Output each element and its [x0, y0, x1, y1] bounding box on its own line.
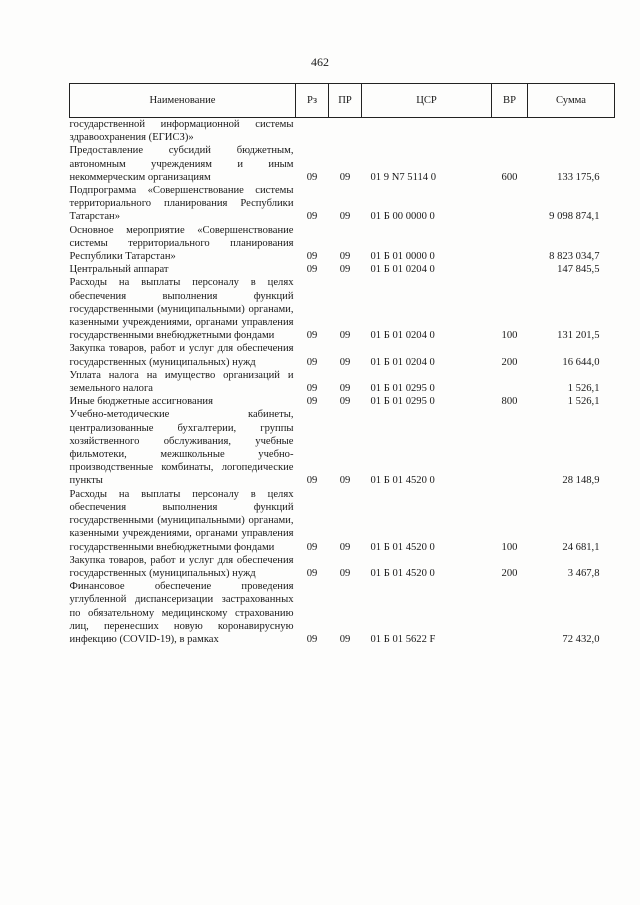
cell-pr: 09 [339, 211, 351, 223]
cell-pr: 09 [339, 541, 351, 553]
cell-csr: 01 Б 01 0204 0 [370, 356, 435, 368]
cell-rz: 09 [306, 356, 318, 368]
table-header [70, 84, 615, 118]
cell-rz: 09 [306, 475, 318, 487]
cell-csr: 01 Б 01 4520 0 [370, 567, 435, 579]
cell-name: государственной информационной системы здравоохранения (ЕГИСЗ)» [69, 119, 294, 144]
cell-vr [492, 224, 528, 264]
cell-vr: 200 [501, 356, 518, 368]
cell-sum: 24 681,1 [562, 541, 600, 553]
cell-pr: 09 [339, 264, 351, 276]
cell-sum [528, 118, 615, 145]
cell-csr: 01 Б 01 5622 F [370, 633, 436, 645]
cell-sum: 1 526,1 [567, 383, 600, 395]
cell-rz: 09 [306, 633, 318, 645]
header-name: Наименование [70, 84, 296, 118]
cell-pr [329, 118, 362, 145]
cell-name: Финансовое обеспечение проведения углубленной диспансеризации застрахованных по обязательному медицинскому страхованию лиц, перенесших новую коронавирусную инфекцию (COVID-19), в рамках [69, 581, 294, 645]
table-body [70, 118, 615, 647]
cell-name: Уплата налога на имущество организаций и земельного налога [69, 369, 294, 395]
header-csr: ЦСР [362, 84, 492, 118]
cell-name: Расходы на выплаты персоналу в целях обеспечения выполнения функций государственными (муниципальными) органами, казенными учреждениями, органами управления государственными внебюджетными фондами [69, 277, 294, 342]
cell-vr [492, 580, 528, 646]
cell-csr: 01 Б 01 0000 0 [370, 251, 435, 263]
cell-pr: 09 [339, 330, 351, 342]
cell-rz: 09 [306, 211, 318, 223]
cell-vr [492, 408, 528, 487]
cell-rz: 09 [306, 330, 318, 342]
cell-name: Подпрограмма «Совершенствование системы территориального планирования Республики Татарстан» [69, 185, 294, 223]
header-pr: ПР [329, 84, 362, 118]
cell-name: Учебно-методические кабинеты, централизованные бухгалтерии, группы хозяйственного обслуживания, учебные фильмотеки, межшкольные учебно-производственные комбинаты, логопедические пункты [69, 409, 294, 487]
table-row [70, 554, 615, 580]
cell-pr: 09 [339, 396, 351, 408]
cell-rz [296, 118, 329, 145]
cell-pr: 09 [339, 633, 351, 645]
cell-vr [492, 369, 528, 395]
cell-pr: 09 [339, 356, 351, 368]
cell-sum: 1 526,1 [567, 396, 600, 408]
table-row [70, 342, 615, 368]
header-row [70, 84, 615, 118]
cell-sum: 72 432,0 [562, 633, 600, 645]
header-rz: Рз [296, 84, 329, 118]
cell-sum: 147 845,5 [557, 264, 600, 276]
cell-csr [362, 118, 492, 145]
table-row [70, 580, 615, 646]
cell-name: Закупка товаров, работ и услуг для обеспечения государственных (муниципальных) нужд [69, 554, 294, 579]
header-sum: Сумма [528, 84, 615, 118]
cell-vr [492, 118, 528, 145]
table-row [70, 276, 615, 342]
cell-vr: 600 [501, 171, 518, 183]
cell-vr: 800 [501, 396, 518, 408]
cell-csr: 01 Б 01 0204 0 [370, 264, 435, 276]
cell-pr: 09 [339, 567, 351, 579]
cell-sum: 133 175,6 [557, 171, 600, 183]
cell-sum: 16 644,0 [562, 356, 600, 368]
cell-pr: 09 [339, 251, 351, 263]
table-row [70, 118, 615, 145]
header-vr: ВР [492, 84, 528, 118]
cell-pr: 09 [339, 475, 351, 487]
cell-sum: 8 823 034,7 [549, 251, 600, 263]
cell-rz: 09 [306, 264, 318, 276]
table-row [70, 224, 615, 264]
page-number: 462 [311, 55, 329, 69]
table-row [70, 184, 615, 224]
cell-sum: 3 467,8 [567, 567, 600, 579]
cell-name: Центральный аппарат [69, 264, 169, 276]
table-row [70, 263, 615, 276]
cell-csr: 01 Б 01 4520 0 [370, 475, 435, 487]
cell-name: Предоставление субсидий бюджетным, автономным учреждениям и иным некоммерческим организациям [69, 145, 294, 183]
table-row [70, 395, 615, 408]
cell-name: Расходы на выплаты персоналу в целях обеспечения выполнения функций государственными (муниципальными) органами, казенными учреждениями, органами управления государственными внебюджетными фондами [69, 488, 294, 553]
cell-csr: 01 9 N7 5114 0 [370, 171, 437, 183]
cell-csr: 01 Б 00 0000 0 [370, 211, 435, 223]
cell-vr [492, 263, 528, 276]
cell-sum: 131 201,5 [557, 330, 600, 342]
cell-rz: 09 [306, 541, 318, 553]
cell-pr: 09 [339, 383, 351, 395]
cell-rz: 09 [306, 567, 318, 579]
cell-csr: 01 Б 01 4520 0 [370, 541, 435, 553]
budget-table-container [69, 83, 614, 646]
cell-rz: 09 [306, 171, 318, 183]
budget-table [69, 83, 615, 646]
cell-vr: 100 [501, 330, 518, 342]
cell-sum: 9 098 874,1 [549, 211, 600, 223]
cell-vr: 100 [501, 541, 518, 553]
table-row [70, 369, 615, 395]
cell-vr: 200 [501, 567, 518, 579]
cell-pr: 09 [339, 171, 351, 183]
cell-rz: 09 [306, 251, 318, 263]
cell-sum: 28 148,9 [562, 475, 600, 487]
cell-vr [492, 184, 528, 224]
table-row [70, 488, 615, 554]
cell-csr: 01 Б 01 0295 0 [370, 396, 435, 408]
table-row [70, 408, 615, 487]
cell-name: Закупка товаров, работ и услуг для обеспечения государственных (муниципальных) нужд [69, 343, 294, 368]
cell-name: Иные бюджетные ассигнования [69, 396, 213, 408]
cell-csr: 01 Б 01 0204 0 [370, 330, 435, 342]
cell-rz: 09 [306, 383, 318, 395]
cell-csr: 01 Б 01 0295 0 [370, 383, 435, 395]
table-row [70, 144, 615, 184]
cell-rz: 09 [306, 396, 318, 408]
cell-name: Основное мероприятие «Совершенствование системы территориального планирования Республики Татарстан» [69, 224, 294, 263]
